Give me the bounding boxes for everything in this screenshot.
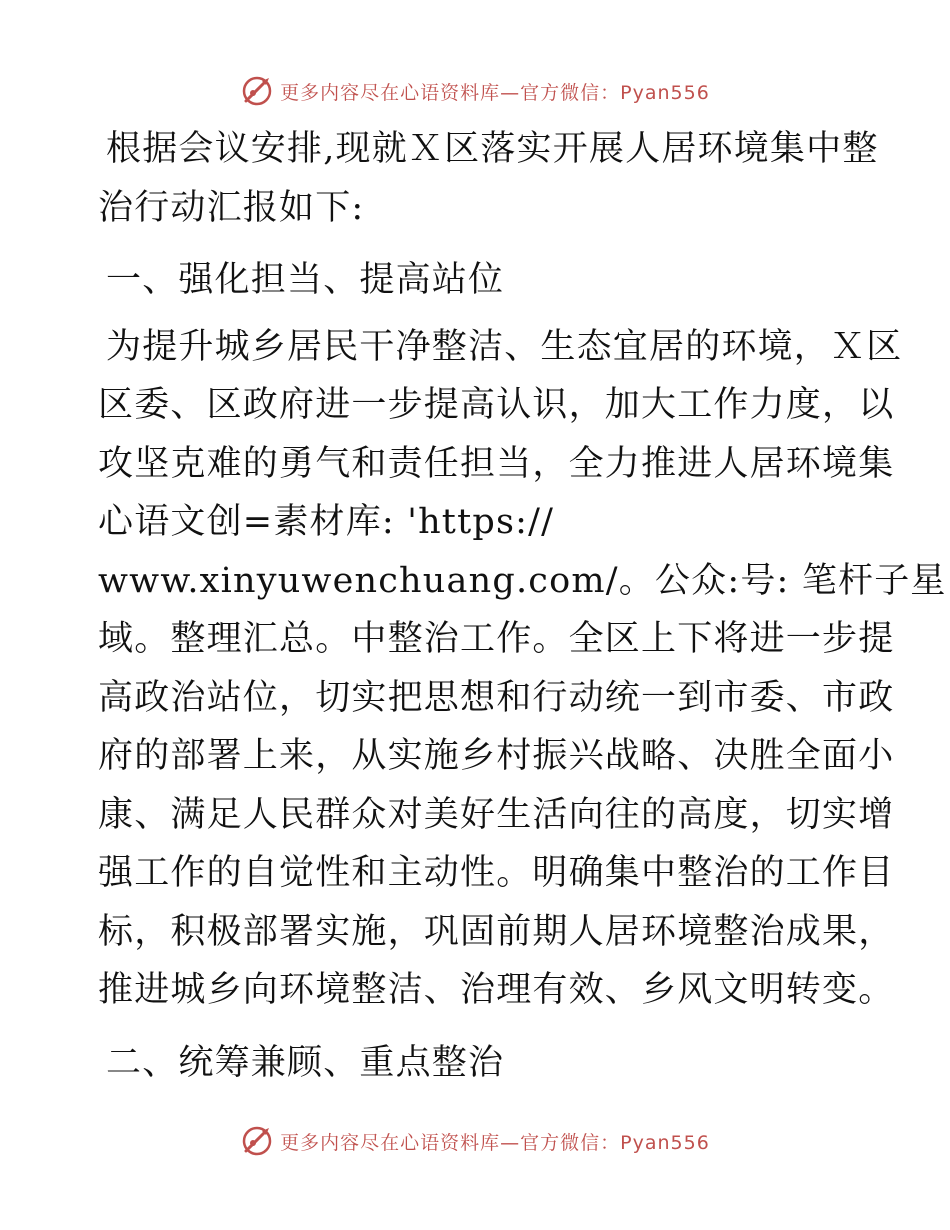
intro-line: 治行动汇报如下: [98,187,365,228]
footer-watermark-banner [0,1121,950,1161]
paragraph-line: 强工作的自觉性和主动性。明确集中整治的工作目 [98,853,895,893]
paragraph-line: 高政治站位，切实把思想和行动统一到市委、市政 [98,677,895,718]
paragraph-line: 为提升城乡居民干净整洁、生态宜居的环境，Ｘ区 [106,326,903,367]
banner-text: 更多内容尽在心语资料库—官方微信：Pyan556 [280,81,710,104]
intro-line: 根据会议安排,现就Ｘ区落实开展人居环境集中整 [106,129,879,169]
logo-icon [240,1124,274,1158]
paragraph-line: 康、满足人民群众对美好生活向往的高度，切实增 [98,794,895,835]
paragraph-line: 府的部署上来，从实施乡村振兴战略、决胜全面小 [98,736,895,776]
paragraph-line: 攻坚克难的勇气和责任担当，全力推进人居环境集 [98,443,895,484]
section-heading-2: 二、统筹兼顾、重点整治 [106,1042,505,1083]
paragraph-line: 心语文创=素材库: 'https:// [98,502,555,542]
paragraph-line: 推进城乡向环境整洁、治理有效、乡风文明转变。 [98,970,895,1010]
header-watermark-banner [0,71,950,111]
document-body [98,120,947,1100]
paragraph-line: 区委、区政府进一步提高认识，加大工作力度，以 [98,385,895,425]
banner-text: 更多内容尽在心语资料库—官方微信：Pyan556 [280,1131,710,1154]
section-heading-1: 一、强化担当、提高站位 [106,260,505,300]
paragraph-line: 标，积极部署实施，巩固前期人居环境整治成果， [98,911,895,952]
paragraph-line: www.xinyuwenchuang.com/。公众:号: 笔杆子星 [98,560,947,601]
logo-icon [240,74,274,108]
paragraph-line: 域。整理汇总。中整治工作。全区上下将进一步提 [98,619,895,659]
